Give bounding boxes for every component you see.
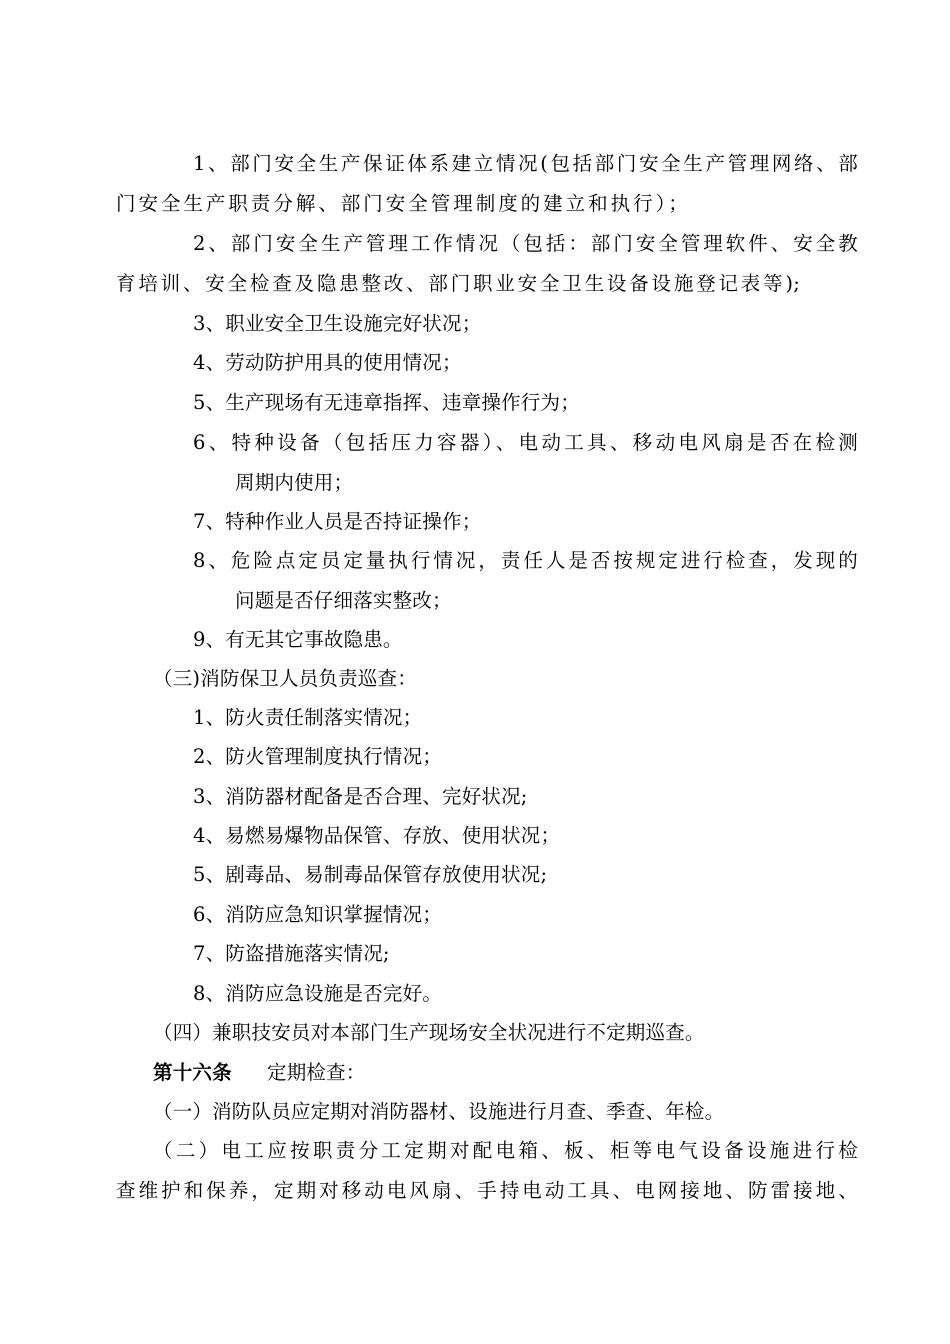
list-item: 8、消防应急设施是否完好。	[193, 982, 443, 1005]
list-item: 7、防盗措施落实情况;	[193, 942, 390, 965]
list-item: 3、职业安全卫生设施完好状况；	[193, 312, 482, 335]
list-item: 8、危险点定员定量执行情况，责任人是否按规定进行检查，发现的	[193, 549, 858, 572]
paragraph-line: 2、部门安全生产管理工作情况（包括：部门安全管理软件、安全教	[193, 232, 858, 255]
list-item: 7、特种作业人员是否持证操作；	[193, 510, 482, 533]
section-heading: （四）兼职技安员对本部门生产现场安全状况进行不定期巡查。	[153, 1021, 705, 1044]
list-item: 4、劳动防护用具的使用情况；	[193, 351, 462, 374]
list-item: 2、防火管理制度执行情况；	[193, 745, 443, 768]
list-item: 6、消防应急知识掌握情况；	[193, 903, 443, 926]
list-item: 9、有无其它事故隐患。	[193, 628, 403, 651]
list-item: 3、消防器材配备是否合理、完好状况;	[193, 785, 528, 808]
list-item-continuation: 问题是否仔细落实整改；	[235, 589, 452, 612]
list-item: 6、特种设备（包括压力容器）、电动工具、移动电风扇是否在检测	[193, 431, 858, 454]
article-title: 定期检查：	[267, 1061, 366, 1084]
section-heading: （三)消防保卫人员负责巡查：	[153, 667, 417, 690]
paragraph-line: 1、部门安全生产保证体系建立情况(包括部门安全生产管理网络、部	[193, 152, 858, 175]
list-item-continuation: 周期内使用；	[235, 471, 354, 494]
paragraph-line: 查维护和保养，定期对移动电风扇、手持电动工具、电网接地、防雷接地、	[116, 1179, 858, 1202]
list-item: 1、防火责任制落实情况；	[193, 706, 423, 729]
paragraph-line: 育培训、安全检查及隐患整改、部门职业安全卫生设备设施登记表等);	[116, 272, 800, 295]
article-number: 第十六条	[153, 1061, 232, 1084]
list-item: 5、生产现场有无违章指挥、违章操作行为；	[193, 391, 580, 414]
paragraph-line: （二）电工应按职责分工定期对配电箱、板、柜等电气设备设施进行检	[153, 1139, 858, 1162]
list-item: 5、剧毒品、易制毒品保管存放使用状况;	[193, 863, 548, 886]
paragraph-line: 门安全生产职责分解、部门安全管理制度的建立和执行）；	[116, 192, 688, 215]
section-heading: （一）消防队员应定期对消防器材、设施进行月查、季查、年检。	[153, 1100, 725, 1123]
list-item: 4、易燃易爆物品保管、存放、使用状况；	[193, 824, 561, 847]
